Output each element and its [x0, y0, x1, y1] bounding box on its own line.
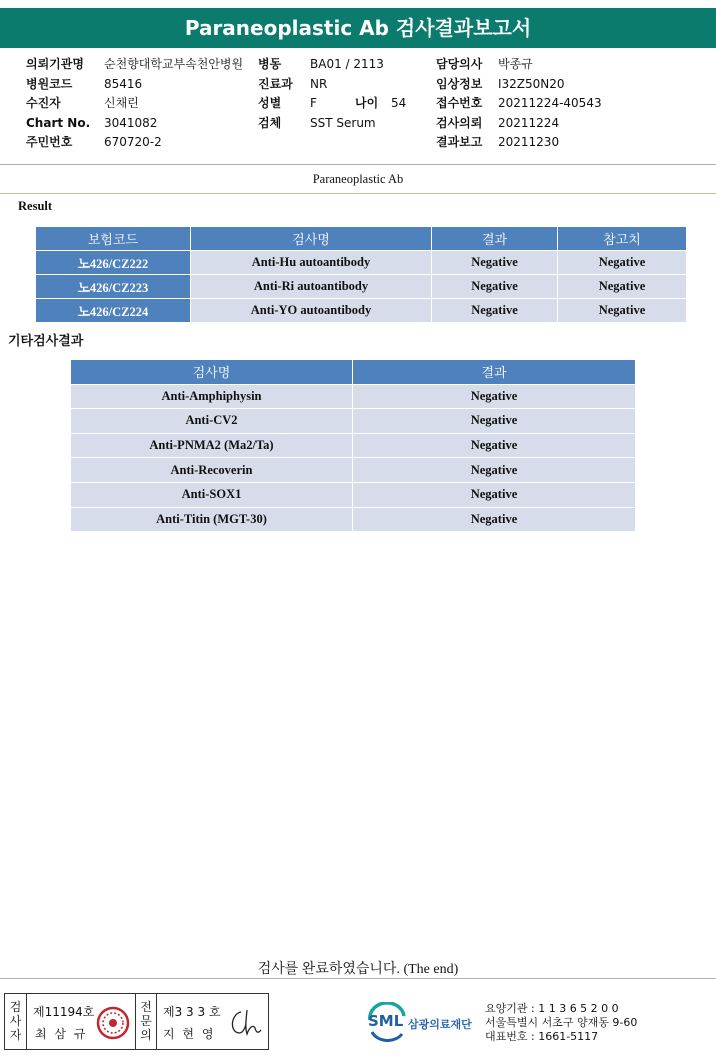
value-chart-no: 3041082	[104, 115, 158, 130]
cell-test-name: Anti-Amphiphysin	[71, 384, 353, 409]
cell-result: Negative	[432, 299, 558, 323]
main-results-table	[35, 226, 687, 323]
divider-section	[0, 193, 716, 194]
end-text: 검사를 완료하였습니다. (The end)	[257, 962, 459, 977]
value-ward: BA01 / 2113	[310, 57, 384, 71]
report-title: Paraneoplastic Ab 검사결과보고서	[0, 8, 716, 48]
value-patient: 신채린	[104, 96, 139, 110]
phone-number: 대표번호 : 1661-5117	[485, 1030, 599, 1043]
specialist-name: 지 현 영	[163, 1027, 216, 1041]
cell-result: Negative	[432, 251, 558, 275]
table-row	[36, 275, 687, 299]
info-col1-labels	[26, 55, 90, 153]
cell-result: Negative	[353, 384, 636, 409]
info-col3-labels	[436, 55, 482, 153]
sml-logo	[366, 1002, 481, 1042]
cell-test-name: Anti-YO autoantibody	[191, 299, 432, 323]
label-chart-no: Chart No.	[26, 115, 91, 130]
value-report-date: 20211230	[498, 135, 560, 149]
divider-top	[0, 164, 716, 165]
header-test-name: 검사명	[71, 360, 353, 385]
value-resident-no: 670720-2	[104, 135, 162, 149]
cell-result: Negative	[353, 433, 636, 458]
table-row	[71, 507, 636, 532]
info-col3-values	[498, 55, 602, 153]
info-col1-values	[104, 55, 243, 153]
logo-text: 삼광의료재단	[408, 1018, 472, 1031]
specialist-label: 전문의	[135, 994, 157, 1049]
cell-test-name: Anti-Hu autoantibody	[191, 251, 432, 275]
cell-reference: Negative	[558, 251, 687, 275]
cell-test-name: Anti-CV2	[71, 409, 353, 434]
cell-result: Negative	[353, 409, 636, 434]
header-insurance-code: 보험코드	[36, 227, 191, 251]
table-row	[71, 458, 636, 483]
cell-result: Negative	[432, 275, 558, 299]
label-request-date: 검사의뢰	[436, 115, 483, 130]
cell-code: 노426/CZ223	[36, 275, 191, 299]
value-receipt-no: 20211224-40543	[498, 96, 602, 110]
header-result: 결과	[432, 227, 558, 251]
label-ward: 병동	[258, 57, 282, 71]
header-result: 결과	[353, 360, 636, 385]
cell-result: Negative	[353, 482, 636, 507]
cell-test-name: Anti-SOX1	[71, 482, 353, 507]
value-department: NR	[310, 76, 328, 91]
section-title: Paraneoplastic Ab	[312, 172, 404, 186]
value-doctor: 박종규	[498, 57, 533, 71]
label-specimen: 검체	[258, 115, 282, 130]
cell-test-name: Anti-PNMA2 (Ma2/Ta)	[71, 433, 353, 458]
seal-stamp-icon	[96, 1006, 130, 1040]
label-institution: 의뢰기관명	[26, 57, 84, 71]
signature-box	[4, 993, 269, 1050]
value-request-date: 20211224	[498, 115, 560, 130]
cell-test-name: Anti-Titin (MGT-30)	[71, 507, 353, 532]
agency-number: 요양기관 : 1 1 3 6 5 2 0 0	[485, 1002, 619, 1015]
age-value: 54	[391, 96, 407, 110]
label-doctor: 담당의사	[436, 57, 483, 71]
value-sex: F	[310, 96, 317, 110]
divider-footer	[0, 978, 716, 979]
other-results-label: 기타검사결과	[8, 334, 84, 349]
info-col2-labels	[258, 55, 293, 133]
label-report-date: 결과보고	[436, 135, 483, 149]
age-label: 나이	[355, 96, 379, 110]
examiner-name: 최 삼 규	[35, 1027, 88, 1041]
specialist-number: 제3 3 3 호	[163, 1005, 221, 1019]
label-patient: 수진자	[26, 96, 61, 110]
value-clinical-info: I32Z50N20	[498, 76, 565, 91]
cell-test-name: Anti-Ri autoantibody	[191, 275, 432, 299]
label-resident-no: 주민번호	[26, 135, 73, 149]
institution-info	[485, 1002, 637, 1044]
label-hospital-code: 병원코드	[26, 76, 73, 91]
logo-abbr: SML	[368, 1012, 404, 1030]
other-results-table	[70, 359, 636, 532]
cell-test-name: Anti-Recoverin	[71, 458, 353, 483]
examiner-number: 제11194호	[33, 1005, 95, 1019]
signature-icon	[227, 1006, 263, 1038]
label-clinical-info: 임상정보	[436, 76, 483, 91]
cell-code: 노426/CZ224	[36, 299, 191, 323]
table-row	[71, 433, 636, 458]
cell-result: Negative	[353, 458, 636, 483]
table-row	[71, 384, 636, 409]
cell-reference: Negative	[558, 299, 687, 323]
label-department: 진료과	[258, 76, 293, 91]
cell-code: 노426/CZ222	[36, 251, 191, 275]
address: 서울특별시 서초구 양재동 9-60	[485, 1016, 638, 1029]
value-hospital-code: 85416	[104, 76, 143, 91]
table-row	[36, 299, 687, 323]
header-reference: 참고치	[558, 227, 687, 251]
table-header-row	[71, 360, 636, 385]
value-institution: 순천향대학교부속천안병원	[104, 57, 244, 71]
cell-reference: Negative	[558, 275, 687, 299]
table-row	[71, 482, 636, 507]
examiner-label: 검사자	[5, 994, 27, 1049]
table-row	[36, 251, 687, 275]
table-header-row	[36, 227, 687, 251]
result-label: Result	[18, 199, 53, 213]
label-receipt-no: 접수번호	[436, 96, 483, 110]
label-sex: 성별	[258, 96, 282, 110]
table-row	[71, 409, 636, 434]
cell-result: Negative	[353, 507, 636, 532]
header-test-name: 검사명	[191, 227, 432, 251]
value-specimen: SST Serum	[310, 115, 376, 130]
